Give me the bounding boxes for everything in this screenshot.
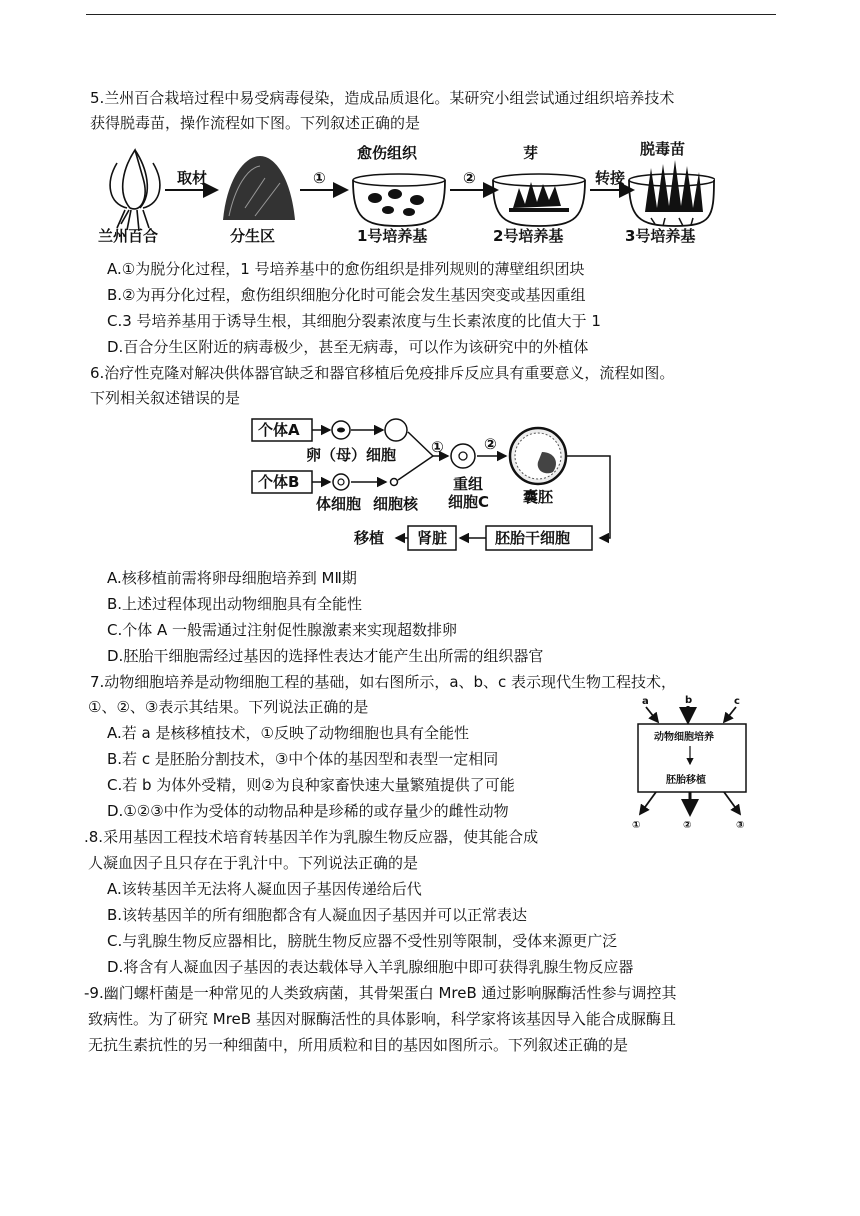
q7-option-c: C.若 b 为体外受精，则②为良种家畜快速大量繁殖提供了可能	[107, 776, 515, 794]
q6-option-a: A.核移植前需将卵母细胞培养到 MⅡ期	[107, 569, 357, 587]
medium2-dish-icon	[493, 174, 585, 226]
lily-label: 兰州百合	[98, 227, 159, 245]
q9-stem-line1: -9.幽门螺杆菌是一种常见的人类致病菌，其骨架蛋白 MreB 通过影响脲酶活性参与调控其	[84, 984, 677, 1002]
es-cell-label: 胚胎干细胞	[495, 529, 571, 547]
q5-option-b: B.②为再分化过程，愈伤组织细胞分化时可能会发生基因突变或基因重组	[107, 286, 586, 304]
q6-option-d: D.胚胎干细胞需经过基因的选择性表达才能产生出所需的组织器官	[107, 647, 544, 665]
recombinant-cell-icon	[451, 444, 475, 468]
header-rule	[86, 14, 776, 15]
q5-option-d: D.百合分生区附近的病毒极少，甚至无病毒，可以作为该研究中的外植体	[107, 338, 589, 356]
transfer-label: 转接	[595, 169, 626, 187]
nucleus-icon	[391, 479, 398, 486]
result-2-label: ②	[683, 820, 692, 831]
meristem-label: 分生区	[230, 227, 276, 245]
q5-option-a: A.①为脱分化过程，1 号培养基中的愈伤组织是排列规则的薄壁组织团块	[107, 260, 585, 278]
bud-label: 芽	[523, 144, 539, 162]
recombinant-label-1: 重组	[453, 475, 484, 493]
q5-stem-line2: 获得脱毒苗，操作流程如下图。下列叙述正确的是	[90, 114, 421, 132]
medium1-label: 1号培养基	[357, 227, 428, 245]
egg-label: 卵（母）细胞	[306, 446, 397, 464]
culture-label: 动物细胞培养	[654, 732, 714, 743]
q7-option-b: B.若 c 是胚胎分割技术，③中个体的基因型和表型一定相同	[107, 750, 499, 768]
q9-stem-line3: 无抗生素抗性的另一种细菌中，所用质粒和目的基因如图所示。下列叙述正确的是	[88, 1036, 629, 1054]
result-1-label: ①	[632, 820, 641, 831]
recombinant-label-2: 细胞C	[448, 493, 490, 511]
nucleus-label: 细胞核	[373, 495, 419, 513]
q6-stem-line2: 下列相关叙述错误的是	[90, 389, 241, 407]
step1-label: ①	[313, 169, 326, 187]
q8-option-d: D.将含有人凝血因子基因的表达载体导入羊乳腺细胞中即可获得乳腺生物反应器	[107, 958, 634, 976]
q6-stem-line1: 6.治疗性克隆对解决供体器官缺乏和器官移植后免疫排斥反应具有重要意义，流程如图。	[90, 364, 675, 382]
individual-a-label: 个体A	[258, 421, 300, 439]
q7-stem-line1: 7.动物细胞培养是动物细胞工程的基础，如右图所示，a、b、c 表示现代生物工程技术，	[90, 673, 677, 691]
step1-label: ①	[431, 438, 444, 456]
q8-stem-line1: .8.采用基因工程技术培育转基因羊作为乳腺生物反应器，使其能合成	[84, 828, 539, 846]
blastocyst-icon	[510, 428, 566, 484]
q9-stem-line2: 致病性。为了研究 MreB 基因对脲酶活性的具体影响，科学家将该基因导入能合成脲酶且	[88, 1010, 676, 1028]
q8-option-c: C.与乳腺生物反应器相比，膀胱生物反应器不受性别等限制，受体来源更广泛	[107, 932, 618, 950]
label-b: b	[685, 695, 693, 706]
blastocyst-label: 囊胚	[523, 488, 554, 506]
q7-option-d: D.①②③中作为受体的动物品种是珍稀的或存量少的雌性动物	[107, 802, 509, 820]
q5-stem-line1: 5.兰州百合栽培过程中易受病毒侵染，造成品质退化。某研究小组尝试通过组织培养技术	[90, 89, 675, 107]
somatic-cell-icon	[333, 474, 349, 490]
take-label: 取材	[177, 169, 208, 187]
q6-option-b: B.上述过程体现出动物细胞具有全能性	[107, 595, 363, 613]
transplant-label: 移植	[354, 529, 385, 547]
q7-biotech-figure	[628, 694, 753, 834]
medium3-label: 3号培养基	[625, 227, 696, 245]
meristem-icon	[223, 156, 295, 220]
q6-option-c: C.个体 A 一般需通过注射促性腺激素来实现超数排卵	[107, 621, 458, 639]
enucleated-egg-icon	[385, 419, 407, 441]
step2-label: ②	[484, 435, 497, 453]
label-c: c	[734, 696, 740, 707]
q7-option-a: A.若 a 是核移植技术，①反映了动物细胞也具有全能性	[107, 724, 469, 742]
kidney-label: 肾脏	[417, 529, 448, 547]
q6-therapeutic-cloning-figure	[248, 412, 618, 560]
q8-option-b: B.该转基因羊的所有细胞都含有人凝血因子基因并可以正常表达	[107, 906, 528, 924]
step2-label: ②	[463, 169, 476, 187]
result-3-label: ③	[736, 820, 745, 831]
q8-option-a: A.该转基因羊无法将人凝血因子基因传递给后代	[107, 880, 422, 898]
q7-stem-line2: ①、②、③表示其结果。下列说法正确的是	[88, 698, 369, 716]
somatic-label: 体细胞	[316, 495, 362, 513]
medium2-label: 2号培养基	[493, 227, 564, 245]
embryo-transfer-label: 胚胎移植	[666, 775, 706, 786]
q5-option-c: C.3 号培养基用于诱导生根，其细胞分裂素浓度与生长素浓度的比值大于 1	[107, 312, 601, 330]
seedling-label: 脱毒苗	[640, 140, 686, 158]
medium1-dish-icon	[353, 174, 445, 226]
label-a: a	[642, 696, 649, 707]
lily-bulb-icon	[110, 150, 160, 231]
individual-b-label: 个体B	[258, 473, 300, 491]
callus-label: 愈伤组织	[357, 144, 418, 162]
q8-stem-line2: 人凝血因子且只存在于乳汁中。下列说法正确的是	[88, 854, 419, 872]
medium3-dish-icon	[629, 160, 715, 226]
q5-tissue-culture-figure	[95, 138, 715, 250]
